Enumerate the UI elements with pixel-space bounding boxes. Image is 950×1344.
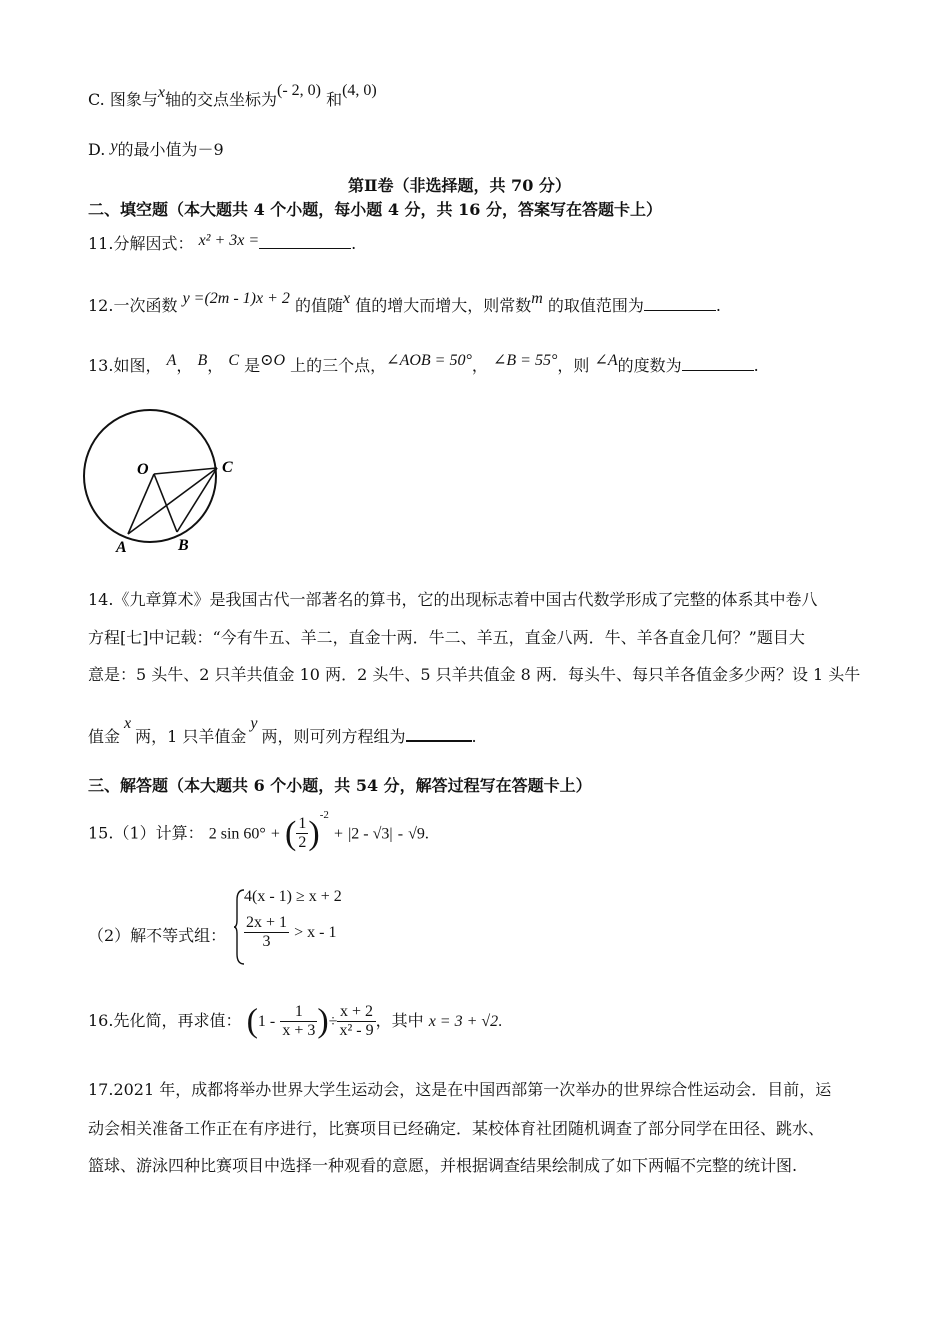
question-14-line2: 方程[七]中记载：“今有牛五、羊二，直金十两．牛二、羊五，直金八两．牛、羊各直金几何？”题目大 xyxy=(88,628,805,647)
circle-figure xyxy=(82,408,252,558)
label-o: O xyxy=(137,461,149,478)
option-c: C. 图象与x轴的交点坐标为(- 2, 0) 和(4, 0) xyxy=(88,82,377,109)
question-11: 11.分解因式： x² + 3x = . xyxy=(88,232,357,253)
answer-blank[interactable] xyxy=(406,726,472,742)
question-17-line1: 17.2021 年，成都将举办世界大学生运动会，这是在中国西部第一次举办的世界综合性运动会．目前，运 xyxy=(88,1080,832,1099)
label-c: C xyxy=(222,459,233,476)
part2-title: 第Ⅱ卷（非选择题，共 70 分） xyxy=(348,176,571,195)
question-17-line2: 动会相关准备工作正在有序进行，比赛项目已经确定．某校体育社团随机调查了部分同学在田径、跳水、 xyxy=(88,1119,825,1138)
question-14-line3: 意是：5 头牛、2 只羊共值金 10 两．2 头牛、5 只羊共值金 8 两．每头牛、每只羊各值金多少两？设 1 头牛 xyxy=(88,665,861,684)
answer-blank[interactable] xyxy=(644,296,716,311)
segment-oc xyxy=(154,468,217,474)
question-12: 12.一次函数 y =(2m - 1)x + 2 的值随x 值的增大而增大，则常数m 的取值范围为 . xyxy=(88,290,721,315)
question-17-line3: 篮球、游泳四种比赛项目中选择一种观看的意愿，并根据调查结果绘制成了如下两幅不完整的统计图. xyxy=(88,1156,798,1175)
answer-blank[interactable] xyxy=(682,356,754,371)
fraction-half: $\frac{1}{2}$ xyxy=(298,815,307,852)
answer-blank[interactable] xyxy=(259,234,351,249)
section2-header: 二、填空题（本大题共 4 个小题，每小题 4 分，共 16 分，答案写在答题卡上） xyxy=(88,200,662,219)
question-15-part1: 15.（1）计算： 2 sin 60° + ( $\frac{1}{2}$ )$^{-2}$ + |2 - √3| - √9. xyxy=(88,809,429,852)
option-d: D. y的最小值为－9 xyxy=(88,138,224,159)
inequality-2: $\frac{2x + 1}{3}$ > x - 1 xyxy=(246,914,337,950)
segment-ob xyxy=(154,474,177,532)
question-16: 16.先化简，再求值： (1 - $\frac{1}{x + 3}$ )÷ $\frac{x + 2}{\text{x² - 9}}$ ，其中 x = 3 + √2. xyxy=(88,1002,503,1040)
question-14-line4: 值金x两，1 只羊值金y两，则可列方程组为 . xyxy=(88,715,477,746)
question-15-part2-label: （2）解不等式组： xyxy=(88,926,227,945)
circle-o xyxy=(84,410,216,542)
label-b: B xyxy=(178,537,189,554)
question-13: 13.如图， A， B， C 是⊙O 上的三个点，∠AOB = 50°， ∠B = 55°，则 ∠A的度数为 . xyxy=(88,352,759,375)
inequality-system xyxy=(234,888,374,966)
inequality-1: 4(x - 1) ≥ x + 2 xyxy=(244,888,342,905)
section3-header: 三、解答题（本大题共 6 个小题，共 54 分，解答过程写在答题卡上） xyxy=(88,776,592,795)
question-14-line1: 14.《九章算术》是我国古代一部著名的算书，它的出现标志着中国古代数学形成了完整的体系其中卷八 xyxy=(88,590,818,609)
label-a: A xyxy=(116,539,127,556)
